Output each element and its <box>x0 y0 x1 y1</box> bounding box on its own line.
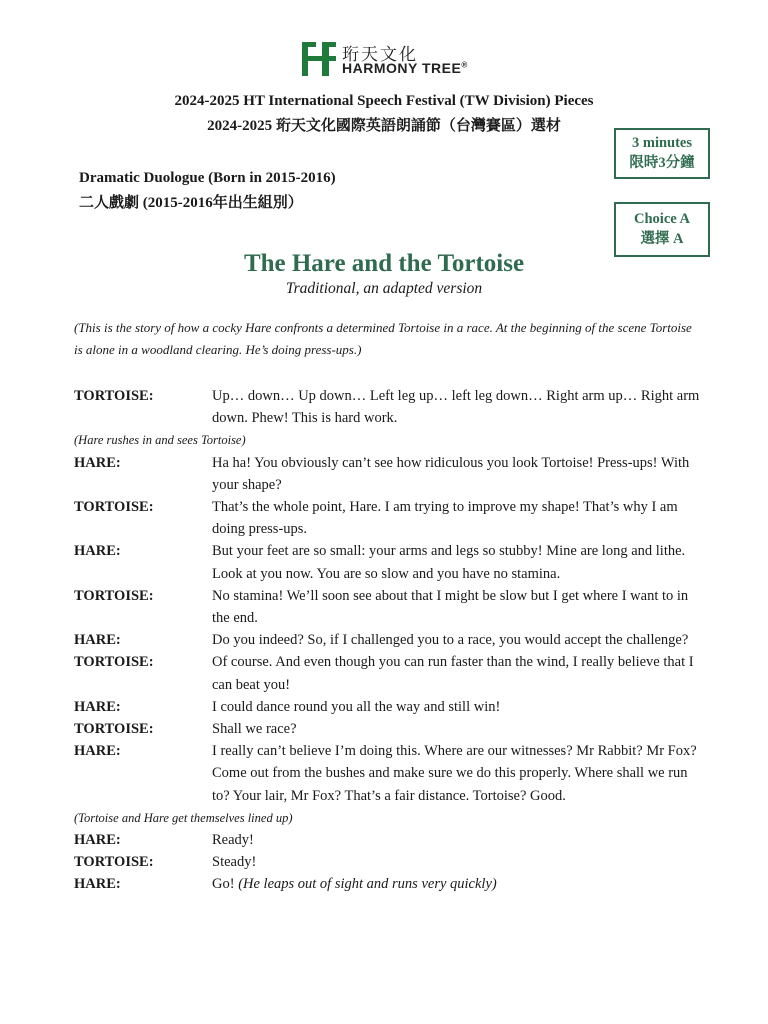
dialogue-text <box>212 873 704 895</box>
dialogue-text-content: Ready! <box>212 832 254 849</box>
dialogue-text <box>212 851 704 873</box>
dialogue-text <box>212 740 704 807</box>
dialogue-line <box>74 851 714 873</box>
dialogue-text-content: Go! <box>212 876 239 893</box>
choice-badge <box>614 202 710 257</box>
dialogue-text-content: Up… down… Up down… Left leg up… left leg down… Right arm up… Right arm down. Phew! This is hard work. <box>212 388 700 427</box>
speaker-name: TORTOISE: <box>74 499 154 516</box>
dialogue-text-content: Of course. And even though you can run faster than the wind, I really believe that I can beat you! <box>212 654 694 693</box>
dialogue-line <box>74 629 714 651</box>
dialogue-line <box>74 718 714 740</box>
speaker-name: HARE: <box>74 832 121 849</box>
piece-subtitle: Traditional, an adapted version <box>285 280 483 297</box>
dialogue-text <box>212 452 704 496</box>
piece-title: The Hare and the Tortoise <box>243 250 525 277</box>
dialogue-text <box>212 585 704 629</box>
dialogue-text-content: Do you indeed? So, if I challenged you to a race, you would accept the challenge? <box>212 632 689 649</box>
festival-title-en: 2024-2025 HT International Speech Festival (TW Division) Pieces <box>174 93 594 109</box>
dialogue-text <box>212 718 704 740</box>
dialogue-line <box>74 696 714 718</box>
speaker-name: HARE: <box>74 454 121 471</box>
dialogue-line <box>74 585 714 629</box>
script-body <box>74 385 714 896</box>
time-limit-en: 3 minutes <box>631 135 693 151</box>
dialogue-text-content: Ha ha! You obviously can’t see how ridiculous you look Tortoise! Press-ups! With your shape? <box>212 454 690 493</box>
dialogue-text-content: That’s the whole point, Hare. I am trying to improve my shape! That’s why I am doing press-ups. <box>212 499 678 538</box>
festival-title-cn: 2024-2025 珩天文化國際英語朗誦節（台灣賽區）選材 <box>207 118 561 134</box>
dialogue-text-content: I could dance round you all the way and still win! <box>212 698 501 715</box>
category-cn: 二人戲劇 (2015-2016年出生組別） <box>79 195 303 211</box>
dialogue-line <box>74 829 714 851</box>
logo-chinese-name: 珩天文化 <box>342 45 418 65</box>
speaker-name: HARE: <box>74 743 121 760</box>
dialogue-text-content: Steady! <box>212 854 257 871</box>
speaker-name: HARE: <box>74 876 121 893</box>
speaker-name: TORTOISE: <box>74 721 154 738</box>
dialogue-text <box>212 696 704 718</box>
speaker-name: TORTOISE: <box>74 587 154 604</box>
inline-stage-direction: (He leaps out of sight and runs very quickly) <box>238 876 497 893</box>
dialogue-line <box>74 540 714 584</box>
logo-english-name: HARMONY TREE® <box>342 60 468 76</box>
speaker-name: HARE: <box>74 543 121 560</box>
dialogue-text <box>212 540 704 584</box>
dialogue-text <box>212 496 704 540</box>
dialogue-line <box>74 496 714 540</box>
time-limit-badge <box>614 128 710 179</box>
dialogue-text <box>212 629 704 651</box>
speaker-name: HARE: <box>74 698 121 715</box>
dialogue-text-content: But your feet are so small: your arms and legs so stubby! Mine are long and lithe. Look at you now. You are so slow and you have no stamina. <box>212 543 686 582</box>
time-limit-cn: 限時3分鐘 <box>629 155 695 171</box>
dialogue-text-content: Shall we race? <box>212 721 297 738</box>
speaker-name: TORTOISE: <box>74 854 154 871</box>
dialogue-text-content: No stamina! We’ll soon see about that I might be slow but I get where I want to in the end. <box>212 587 689 627</box>
dialogue-text <box>212 385 704 429</box>
choice-cn: 選擇 A <box>640 231 684 247</box>
dialogue-line <box>74 740 714 807</box>
dialogue-line <box>74 873 714 895</box>
dialogue-text <box>212 829 704 851</box>
choice-en: Choice A <box>634 211 690 227</box>
stage-direction: (Hare rushes in and sees Tortoise) <box>74 433 246 448</box>
dialogue-text <box>212 651 704 695</box>
logo-mark-icon <box>302 42 336 76</box>
dialogue-line <box>74 385 714 429</box>
stage-direction: (Tortoise and Hare get themselves lined up) <box>74 810 293 825</box>
category-en: Dramatic Duologue (Born in 2015-2016) <box>79 170 336 186</box>
scene-intro: (This is the story of how a cocky Hare confronts a determined Tortoise in a race. At the beginning of the scene Tortoise is alone in a woodland clearing. He’s doing press-ups.) <box>74 320 692 357</box>
speaker-name: TORTOISE: <box>74 654 154 671</box>
dialogue-text-content: I really can’t believe I’m doing this. Where are our witnesses? Mr Rabbit? Mr Fox? Come out from the bushes and make sure we do this properly. Where shall we run to? Your lair, Mr Fox? That’s a fair distance. Tortoise? Good. <box>212 743 697 804</box>
speaker-name: HARE: <box>74 632 121 649</box>
dialogue-line <box>74 452 714 496</box>
speaker-name: TORTOISE: <box>74 388 154 404</box>
dialogue-line <box>74 651 714 695</box>
